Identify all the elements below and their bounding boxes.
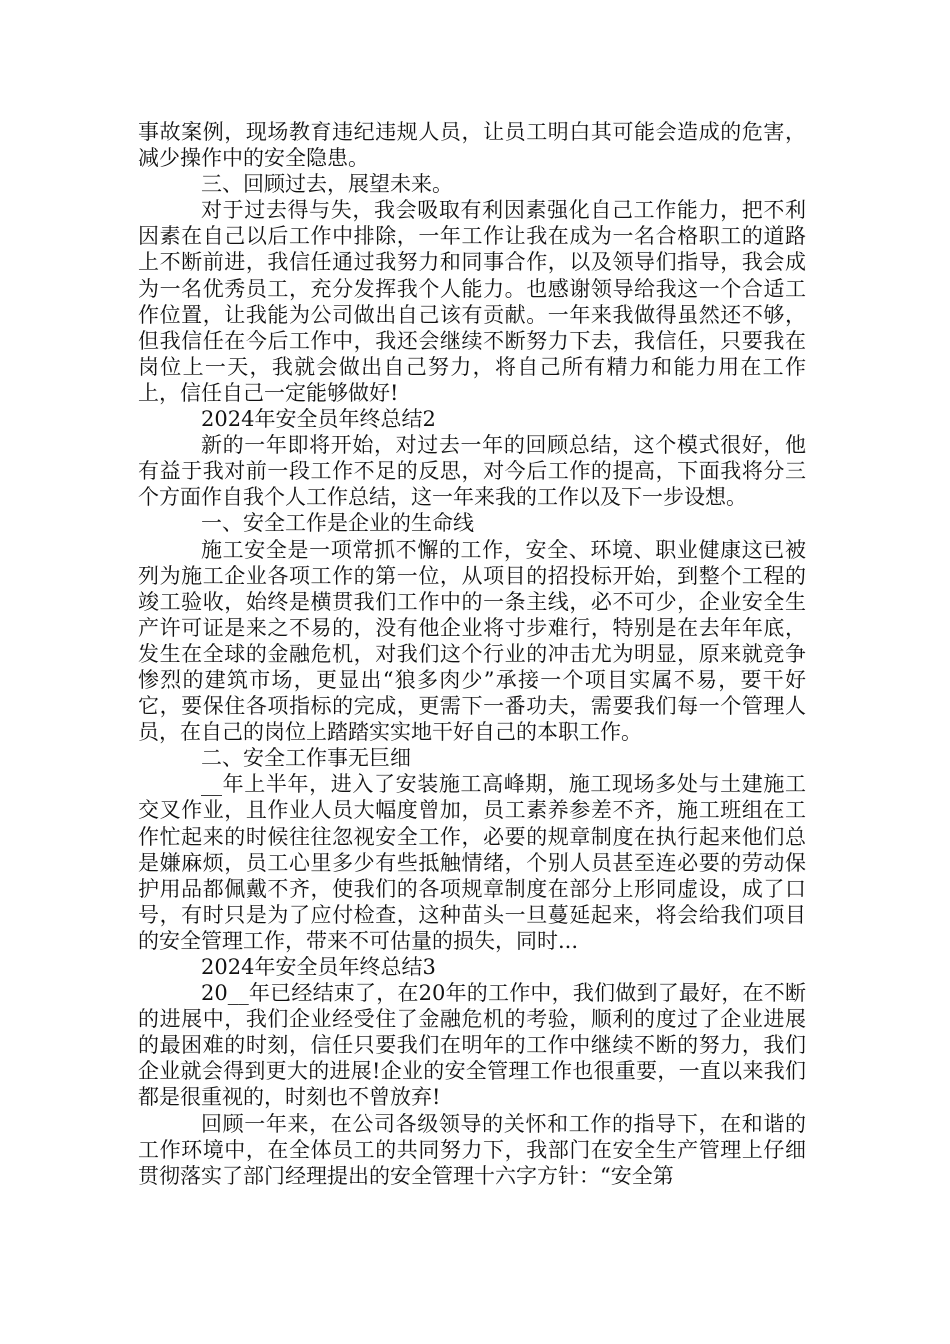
body-paragraph: 回顾一年来，在公司各级领导的关怀和工作的指导下，在和谐的工作环境中，在全体员工的共同努力下，我部门在安全生产管理上仔细贯彻落实了部门经理提出的安全管理十六字方针：“安全第: [138, 1111, 806, 1188]
summary-title: 2024年安全员年终总结2: [201, 407, 436, 432]
body-paragraph: 对于过去得与失，我会吸取有利因素强化自己工作能力，把不利因素在自己以后工作中排除，一年工作让我在成为一名合格职工的道路上不断前进，我信任通过我努力和同事合作，以及领导们指导，我会成为一名优秀员工，充分发挥我个人能力。也感谢领导给我这一个合适工作位置，让我能为公司做出自己该有贡献。一年来我做得虽然还不够，但我信任在今后工作中，我还会继续不断努力下去，我信任，只要我在岗位上一天，我就会做出自己努力，将自己所有精力和能力用在工作上，信任自己一定能够做好!: [138, 198, 806, 405]
section-heading: 一、安全工作是企业的生命线: [201, 511, 474, 536]
body-paragraph: 施工安全是一项常抓不懈的工作，安全、环境、职业健康这已被列为施工企业各项工作的第一位，从项目的招投标开始，到整个工程的竣工验收，始终是横贯我们工作中的一条主线，必不可少，企业安全生产许可证是来之不易的，没有他企业将寸步难行，特别是在去年年底，发生在全球的金融危机，对我们这个行业的冲击尤为明显，原来就竞争惨烈的建筑市场，更显出“狼多肉少”承接一个项目实属不易，要干好它，要保住各项指标的完成，更需下一番功夫，需要我们每一个管理人员，在自己的岗位上踏踏实实地干好自己的本职工作。: [138, 537, 806, 745]
section-heading: 二、安全工作事无巨细: [201, 746, 411, 771]
body-paragraph: __年上半年，进入了安装施工高峰期，施工现场多处与土建施工交叉作业，且作业人员大幅度曾加，员工素养参差不齐，施工班组在工作忙起来的时候往往忽视安全工作，必要的规章制度在执行起来他们总是嫌麻烦，员工心里多少有些抵触情绪，个别人员甚至连必要的劳动保护用品都佩戴不齐，使我们的各项规章制度在部分上形同虚设，成了口号，有时只是为了应付检查，这种苗头一旦蔓延起来，将会给我们项目的安全管理工作，带来不可估量的损失，同时...: [138, 772, 806, 953]
document-body: [138, 119, 806, 1189]
body-paragraph: 事故案例，现场教育违纪违规人员，让员工明白其可能会造成的危害，减少操作中的安全隐患。: [138, 120, 806, 171]
body-paragraph: 新的一年即将开始，对过去一年的回顾总结，这个模式很好，他有益于我对前一段工作不足的反思，对今后工作的提高，下面我将分三个方面作自我个人工作总结，这一年来我的工作以及下一步设想。: [138, 433, 806, 510]
summary-title: 2024年安全员年终总结3: [201, 955, 436, 979]
section-heading: 三、回顾过去，展望未来。: [201, 172, 453, 197]
body-paragraph: 20__年已经结束了，在20年的工作中，我们做到了最好，在不断的进展中，我们企业经受住了金融危机的考验，顺利的度过了企业进展的最困难的时刻，信任只要我们在明年的工作中继续不断的努力，我们企业就会得到更大的进展!企业的安全管理工作也很重要，一直以来我们都是很重视的，时刻也不曾放弃!: [138, 981, 806, 1110]
